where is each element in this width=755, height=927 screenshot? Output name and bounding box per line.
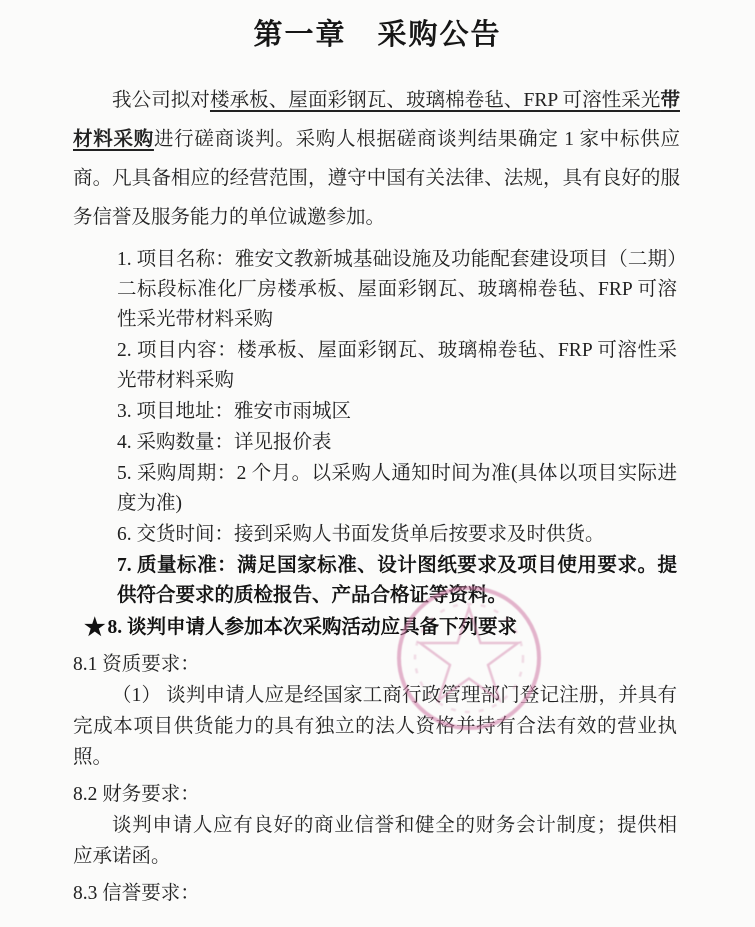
item-8-requirements — [84, 613, 677, 643]
intro-rest: 进行磋商谈判。采购人根据磋商谈判结果确定 1 家中标供应商。凡具备相应的经营范围，遵守中国有关法律、法规，具有良好的服务信誉及服务能力的单位诚邀参加。 — [73, 129, 680, 228]
intro-paragraph — [73, 81, 680, 237]
section-8-2-paragraph: 谈判申请人应有良好的商业信誉和健全的财务会计制度；提供相应承诺函。 — [73, 815, 677, 867]
star-icon: ★ — [84, 615, 106, 641]
item-purchase-period: 5. 采购周期：2 个月。以采购人通知时间为准(具体以项目实际进度为准) — [117, 463, 677, 514]
item-project-address: 3. 项目地址：雅安市雨城区 — [117, 401, 352, 422]
requirement-sections — [73, 649, 677, 909]
item-8-text: 8. 谈判申请人参加本次采购活动应具备下列要求 — [107, 617, 518, 638]
section-8-1-heading: 8.1 资质要求： — [73, 654, 200, 675]
item-quality-standard: 7. 质量标准：满足国家标准、设计图纸要求及项目使用要求。提供符合要求的质检报告、产品合格证等资料。 — [117, 555, 677, 606]
item-delivery-time: 6. 交货时间：接到采购人书面发货单后按要求及时供货。 — [117, 524, 605, 545]
procurement-item-list — [84, 245, 677, 643]
intro-prefix: 我公司拟对 — [112, 90, 210, 111]
item-purchase-qty: 4. 采购数量：详见报价表 — [117, 432, 332, 453]
page-title: 第一章 采购公告 — [253, 19, 502, 51]
item-project-content: 2. 项目内容：楼承板、屋面彩钢瓦、玻璃棉卷毡、FRP 可溶性采光带材料采购 — [117, 340, 677, 391]
section-8-2-heading: 8.2 财务要求： — [73, 784, 200, 805]
section-8-1-paragraph: （1） 谈判申请人应是经国家工商行政管理部门登记注册，并具有完成本项目供货能力的具有独立的法人资格并持有合法有效的营业执照。 — [73, 685, 677, 768]
section-8-3-heading: 8.3 信誉要求： — [73, 883, 200, 904]
intro-underlined-text: 楼承板、屋面彩钢瓦、玻璃棉卷毡、FRP 可溶性采光 — [209, 90, 661, 111]
item-project-name: 1. 项目名称：雅安文教新城基础设施及功能配套建设项目（二期）二标段标准化厂房楼承板、屋面彩钢瓦、玻璃棉卷毡、FRP 可溶性采光带材料采购 — [117, 249, 677, 330]
intro-underlined-bold-text: 带材料采购 — [73, 90, 680, 150]
